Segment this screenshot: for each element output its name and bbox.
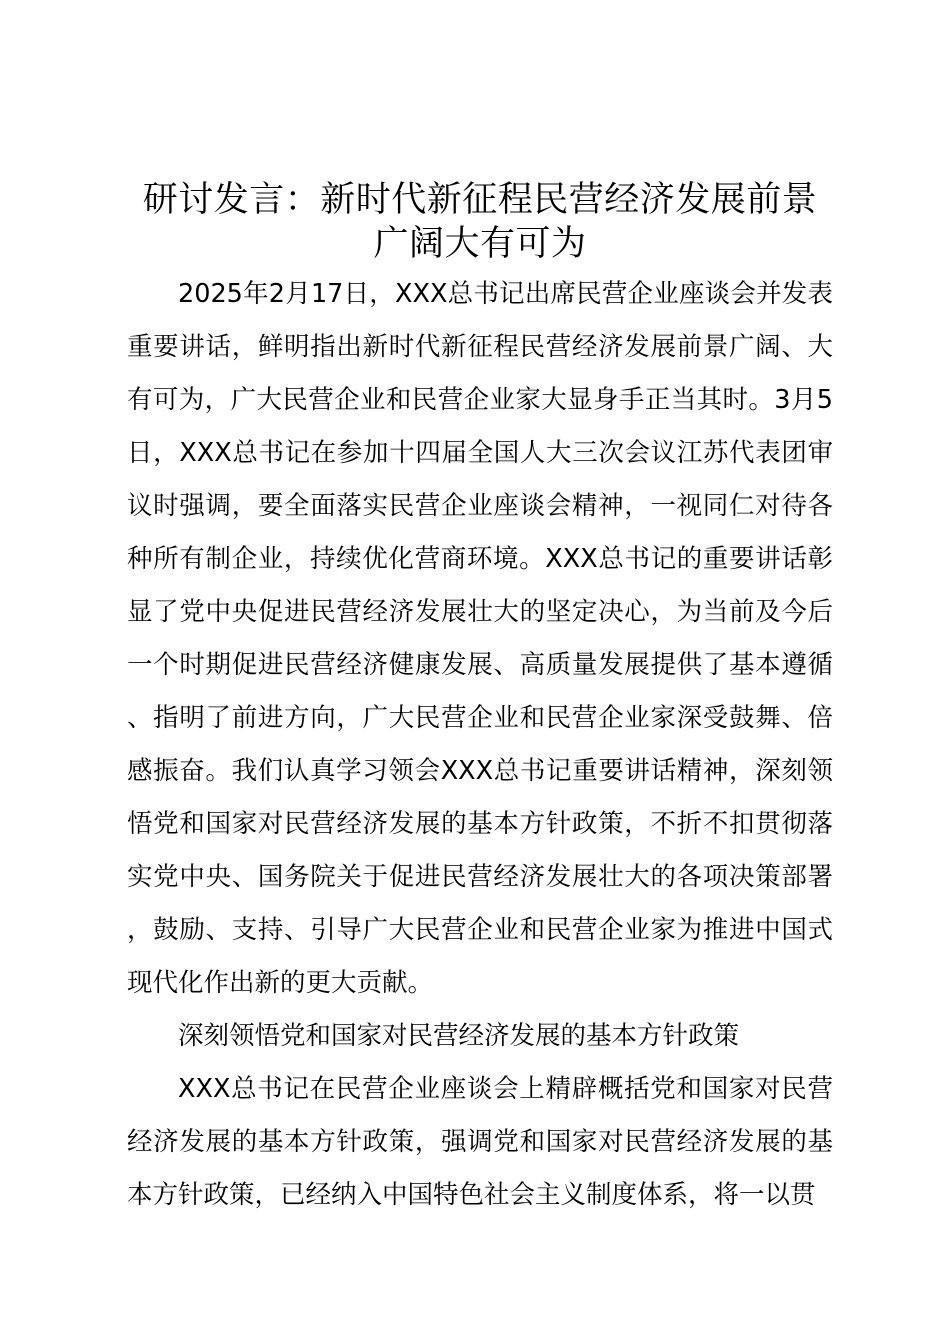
intro-paragraph: 2025年2月17日，XXX总书记出席民营企业座谈会并发表重要讲话，鲜明指出新时代新征程民营经济发展前景广阔、大有可为，广大民营企业和民营企业家大显身手正当其时。3月5日，XXX总书记在参加十四届全国人大三次会议江苏代表团审议时强调，要全面落实民营企业座谈会精神，一视同仁对待各种所有制企业，持续优化营商环境。XXX总书记的重要讲话彰显了党中央促进民营经济发展壮大的坚定决心，为当前及今后一个时期促进民营经济健康发展、高质量发展提供了基本遵循、指明了前进方向，广大民营企业和民营企业家深受鼓舞、倍感振奋。我们认真学习领会XXX总书记重要讲话精神，深刻领悟党和国家对民营经济发展的基本方针政策，不折不扣贯彻落实党中央、国务院关于促进民营经济发展壮大的各项决策部署，鼓励、支持、引导广大民营企业和民营企业家为推进中国式现代化作出新的更大贡献。 bbox=[127, 279, 833, 998]
section-paragraph: XXX总书记在民营企业座谈会上精辟概括党和国家对民营经济发展的基本方针政策，强调党和国家对民营经济发展的基本方针政策，已经纳入中国特色社会主义制度体系，将一以贯 bbox=[127, 1074, 833, 1210]
document-page bbox=[127, 178, 833, 1222]
section-heading: 深刻领悟党和国家对民营经济发展的基本方针政策 bbox=[178, 1021, 740, 1051]
document-title: 研讨发言：新时代新征程民营经济发展前景广阔大有可为 bbox=[142, 180, 818, 264]
